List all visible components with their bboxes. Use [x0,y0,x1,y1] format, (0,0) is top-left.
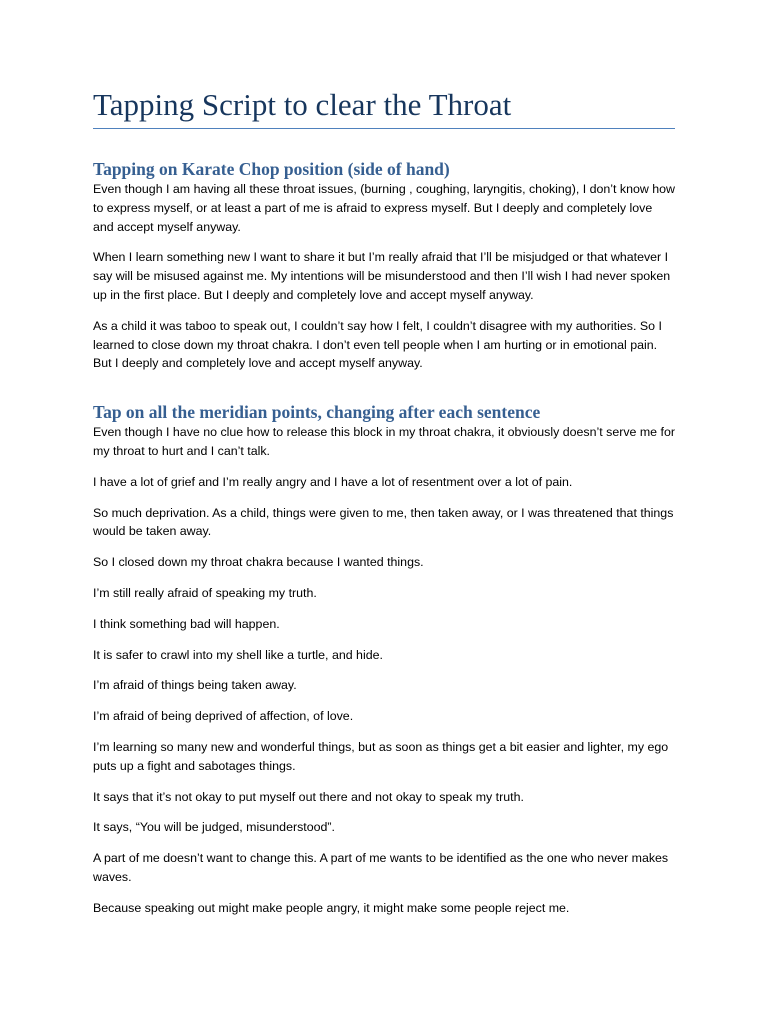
paragraph: It says that it’s not okay to put myself out there and not okay to speak my truth. [93,789,524,804]
paragraph: So much deprivation. As a child, things were given to me, then taken away, or I was threatened that things would be taken away. [93,505,674,539]
document-title: Tapping Script to clear the Throat [93,86,675,129]
section-heading: Tapping on Karate Chop position (side of hand) [93,159,450,179]
section-karate-chop [93,158,675,373]
paragraph: As a child it was taboo to speak out, I couldn’t say how I felt, I couldn’t disagree with my authorities. So I learned to close down my throat chakra. I don’t even tell people when I am hurting or in emotional pain. But I deeply and completely love and accept myself anyway. [93,318,662,371]
paragraph: I’m learning so many new and wonderful things, but as soon as things get a bit easier and lighter, my ego puts up a fight and sabotages things. [93,739,669,773]
section-heading: Tap on all the meridian points, changing after each sentence [93,402,541,423]
paragraph: So I closed down my throat chakra because I wanted things. [93,555,424,570]
paragraph: It says, “You will be judged, misunderstood”. [93,820,335,835]
paragraph: It is safer to crawl into my shell like a turtle, and hide. [93,647,383,662]
paragraph: I’m afraid of being deprived of affection, of love. [93,709,354,724]
document-page [93,86,675,930]
paragraph: Because speaking out might make people angry, it might make some people reject me. [93,900,570,915]
paragraph: I’m still really afraid of speaking my truth. [93,585,317,600]
paragraph: Even though I have no clue how to release this block in my throat chakra, it obviously doesn’t serve me for my throat to hurt and I can’t talk. [93,425,675,458]
section-meridian-points [93,401,675,917]
paragraph: I think something bad will happen. [93,616,280,631]
paragraph: I have a lot of grief and I’m really angry and I have a lot of resentment over a lot of pain. [93,474,573,489]
paragraph: When I learn something new I want to share it but I’m really afraid that I’ll be misjudged or that whatever I say will be misused against me. My intentions will be misunderstood and then I’ll wish I had never spoken up in the first place. But I deeply and completely love and accept myself anyway. [93,250,671,302]
paragraph: A part of me doesn’t want to change this. A part of me wants to be identified as the one who never makes waves. [93,851,669,884]
paragraph: Even though I am having all these throat issues, (burning , coughing, laryngitis, choking), I don’t know how to express myself, or at least a part of me is afraid to express myself. But I deeply and completely love and accept myself anyway. [93,182,676,234]
paragraph: I’m afraid of things being taken away. [93,678,297,693]
